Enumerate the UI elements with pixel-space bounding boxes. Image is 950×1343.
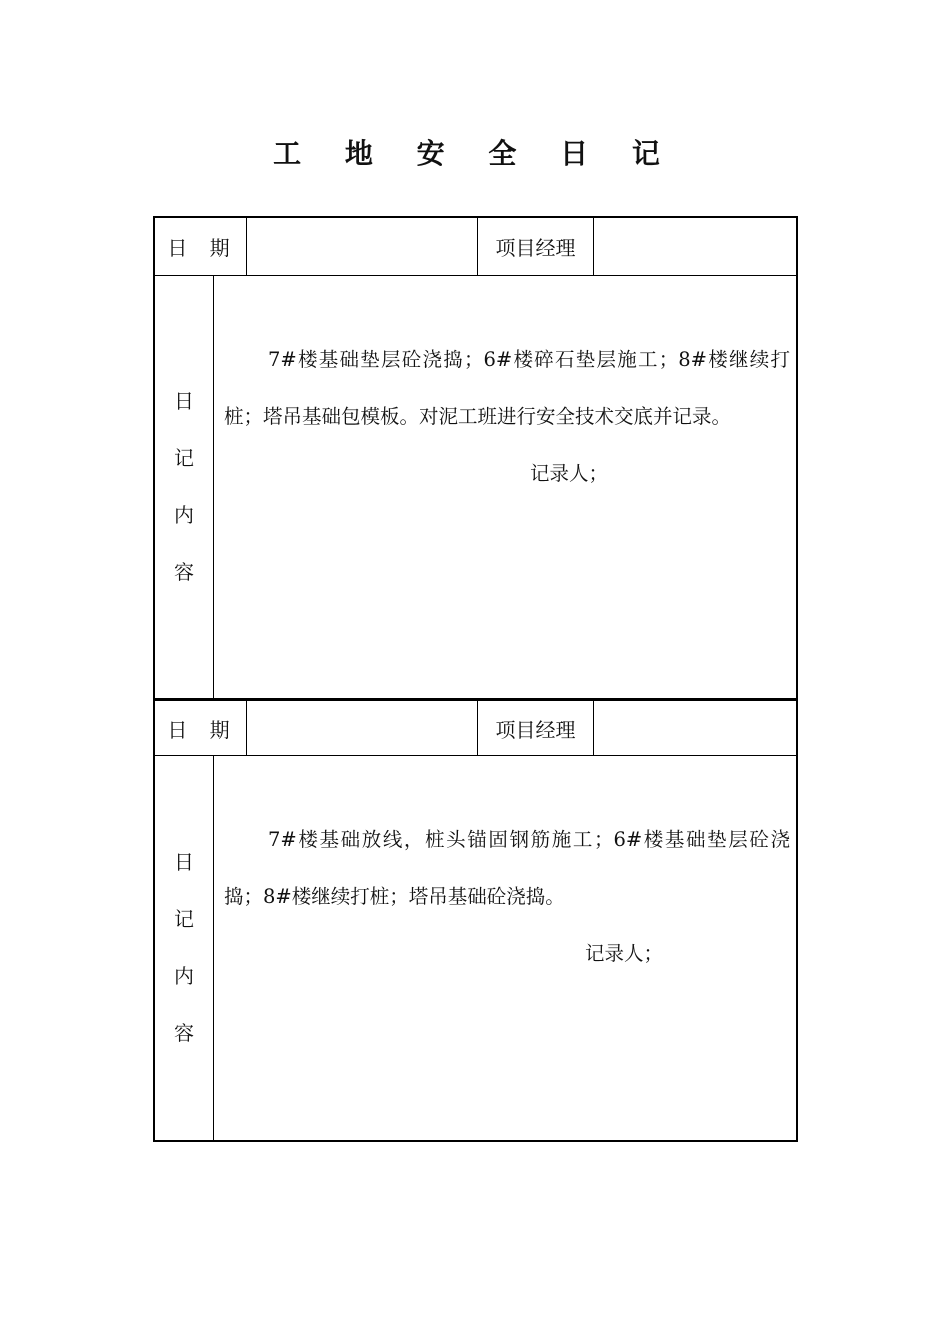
entry-body-row: [155, 756, 796, 1140]
side-label-char: 容: [174, 560, 194, 584]
side-label-char: 容: [174, 1021, 194, 1045]
entry-body-row: [155, 276, 796, 698]
entry-header-row: [155, 701, 796, 756]
recorder-label: 记录人；: [585, 942, 664, 965]
entry-header-row: [155, 218, 796, 276]
diary-content-label: [155, 276, 214, 698]
date-field[interactable]: [247, 218, 478, 275]
recorder-label: 记录人；: [530, 462, 609, 485]
diary-content-text: 7#楼基础垫层砼浇捣；6#楼碎石垫层施工；8#楼继续打桩；塔吊基础包模板。对泥工班进行安全技术交底并记录。: [224, 348, 790, 428]
project-manager-field[interactable]: [594, 218, 796, 275]
date-field[interactable]: [247, 701, 478, 755]
diary-content: [214, 276, 796, 698]
diary-entry: [153, 216, 798, 700]
page-title: 工 地 安 全 日 记: [273, 137, 677, 170]
diary-content-text: 7#楼基础放线，桩头锚固钢筋施工；6#楼基础垫层砼浇捣；8#楼继续打桩；塔吊基础砼浇捣。: [224, 828, 790, 908]
project-manager-field[interactable]: [594, 701, 796, 755]
side-label-char: 记: [174, 446, 194, 470]
side-label-char: 内: [174, 964, 194, 988]
diary-content: [214, 756, 796, 1140]
side-label-char: 内: [174, 503, 194, 527]
diary-entry: [153, 699, 798, 1142]
date-label: 日 期: [155, 218, 247, 275]
side-label-char: 日: [174, 389, 194, 413]
date-label: 日 期: [155, 701, 247, 755]
side-label-char: 记: [174, 907, 194, 931]
project-manager-label: 项目经理: [478, 701, 594, 755]
diary-content-label: [155, 756, 214, 1140]
side-label-char: 日: [174, 850, 194, 874]
project-manager-label: 项目经理: [478, 218, 594, 275]
